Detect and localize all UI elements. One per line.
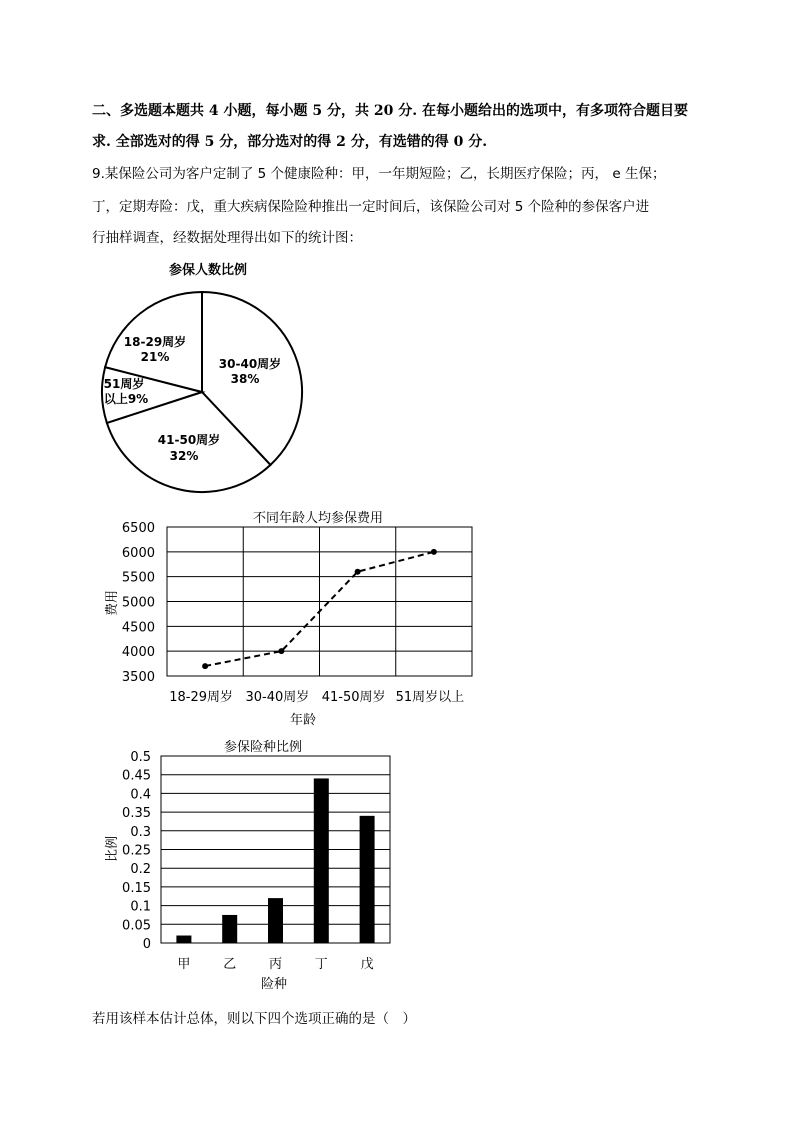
line-xtick-label: 30-40周岁 [245, 690, 310, 705]
bar-ylabel: 比例 [105, 835, 120, 863]
bar-4 [360, 816, 375, 943]
bar-ytick-label: 0.45 [122, 768, 151, 784]
bar-2 [268, 898, 283, 943]
pie-label-41-50: 41-50周岁 [157, 433, 221, 447]
bar-ytick-label: 0.25 [122, 843, 151, 859]
bar-0 [176, 936, 191, 943]
bar-ytick-label: 0 [142, 937, 151, 952]
line-ytick-label: 4000 [121, 645, 155, 661]
pie-label-30-40: 30-40周岁 [218, 357, 282, 371]
pie-pct-30-40: 38% [230, 372, 260, 386]
bar-1 [222, 915, 237, 943]
question-line1: 9.某保险公司为客户定制了 5 个健康险种：甲，一年期短险；乙，长期医疗保险；丙， e 生保； [92, 166, 666, 182]
line-ytick-label: 3500 [121, 670, 155, 685]
bar-ytick-label: 0.2 [130, 862, 151, 878]
pie-chart [95, 255, 315, 495]
bar-ytick-label: 0.4 [130, 787, 151, 803]
line-ytick-label: 4500 [121, 620, 155, 636]
question-line2: 丁，定期寿险：戊，重大疾病保险险种推出一定时间后，该保险公司对 5 个险种的参保客户进 [92, 199, 650, 215]
bar-xtick-label: 丁 [314, 957, 328, 972]
bar-xtick-label: 戊 [360, 957, 374, 972]
bar-ytick-label: 0.15 [122, 880, 151, 896]
section-heading-line1: 二、多选题本题共 4 小题，每小题 5 分，共 20 分. 在每小题给出的选项中，有多项符合题目要 [92, 103, 688, 119]
line-chart [100, 505, 490, 733]
pie-title: 参保人数比例 [168, 263, 248, 278]
line-xlabel: 年龄 [289, 713, 317, 728]
bar-ytick-label: 0.5 [130, 750, 151, 765]
line-ytick-label: 6000 [121, 545, 155, 561]
bar-xtick-label: 甲 [177, 957, 191, 972]
line-point [202, 663, 208, 669]
bar-xtick-label: 丙 [268, 957, 283, 972]
pie-pct-18-29: 21% [140, 350, 170, 364]
bar-ytick-label: 0.3 [130, 824, 151, 840]
line-point [278, 648, 284, 654]
line-xtick-label: 41-50周岁 [321, 690, 386, 705]
bar-ytick-label: 0.05 [122, 918, 151, 934]
pie-pct-41-50: 32% [169, 449, 199, 463]
bar-3 [314, 778, 329, 943]
bar-title: 参保险种比例 [223, 740, 303, 755]
line-ytick-label: 6500 [121, 521, 155, 536]
section-heading-line2: 求. 全部选对的得 5 分，部分选对的得 2 分，有选错的得 0 分. [92, 134, 488, 150]
line-xtick-label: 18-29周岁 [169, 690, 234, 705]
line-title: 不同年龄人均参保费用 [252, 511, 384, 526]
line-ytick-label: 5500 [121, 570, 155, 586]
bar-xtick-label: 乙 [223, 957, 237, 972]
bar-xlabel: 险种 [260, 977, 288, 992]
question-line3: 行抽样调查，经数据处理得出如下的统计图： [92, 230, 362, 246]
pie-label-51-line2: 以上9% [103, 392, 149, 406]
question-footer: 若用该样本估计总体，则以下四个选项正确的是（ ） [92, 1011, 416, 1027]
pie-label-18-29: 18-29周岁 [123, 335, 187, 349]
pie-label-51: 51周岁 [103, 377, 145, 391]
line-point [431, 549, 437, 555]
line-point [355, 569, 361, 575]
line-ylabel: 费用 [105, 589, 120, 617]
bar-ytick-label: 0.1 [130, 899, 151, 915]
line-ytick-label: 5000 [121, 595, 155, 611]
bar-chart [100, 735, 400, 995]
line-xtick-label: 51周岁以上 [395, 690, 465, 705]
bar-ytick-label: 0.35 [122, 806, 151, 822]
